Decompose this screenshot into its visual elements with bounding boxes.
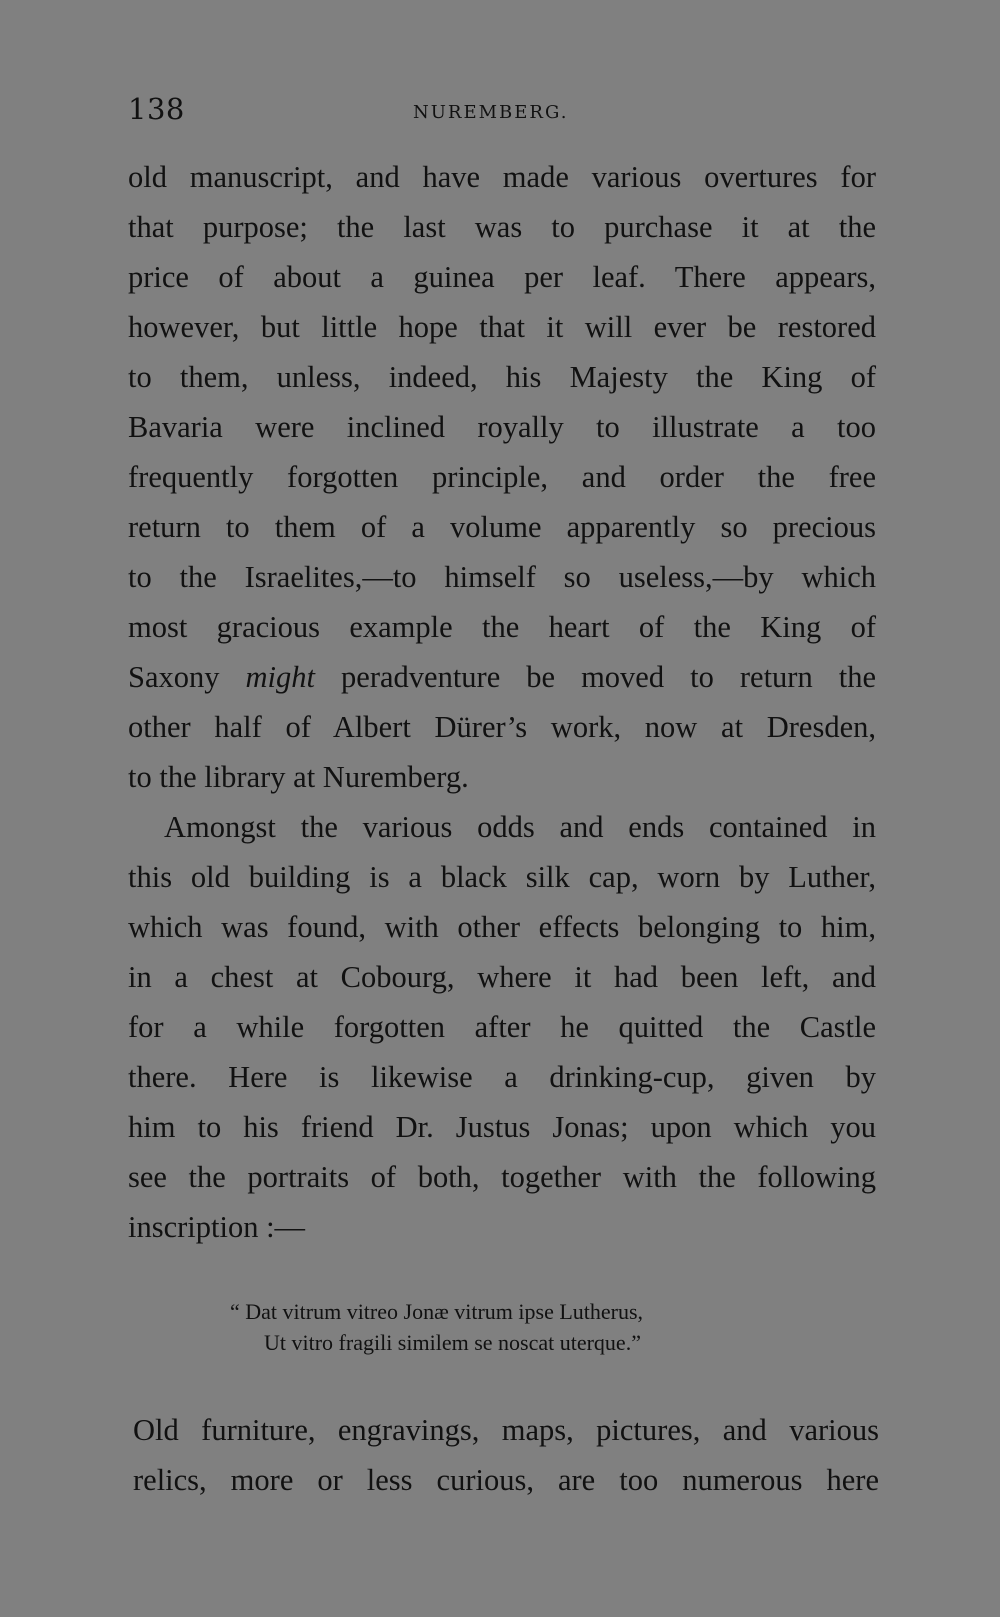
text-line: see the portraits of both, together with the following (128, 1160, 876, 1194)
inscription-line: “ Dat vitrum vitreo Jonæ vitrum ipse Lutherus, (230, 1299, 644, 1324)
text-segment: peradventure be moved to return the (315, 660, 876, 694)
inscription-line: Ut vitro fragili similem se noscat uterque.” (264, 1330, 641, 1355)
text-line: for a while forgotten after he quitted the Castle (128, 1010, 876, 1044)
text-line: there. Here is likewise a drinking-cup, given by (128, 1060, 876, 1094)
text-line: return to them of a volume apparently so precious (128, 510, 876, 544)
text-line: to the library at Nuremberg. (128, 760, 469, 794)
page-header (128, 92, 878, 132)
text-line: which was found, with other effects belonging to him, (128, 910, 876, 944)
text-line: old manuscript, and have made various overtures for (128, 160, 876, 194)
text-line: this old building is a black silk cap, worn by Luther, (128, 860, 876, 894)
text-line: to the Israelites,—to himself so useless,—by which (128, 560, 876, 594)
text-line: price of about a guinea per leaf. There appears, (128, 260, 876, 294)
main-text (128, 152, 876, 1252)
text-line: him to his friend Dr. Justus Jonas; upon which you (128, 1110, 876, 1144)
running-title: NUREMBERG. (413, 102, 569, 123)
text-line: inscription :— (128, 1210, 306, 1244)
emphasized-word: might (245, 660, 316, 694)
text-line: relics, more or less curious, are too numerous here (133, 1463, 879, 1497)
text-line: frequently forgotten principle, and order the free (128, 460, 876, 494)
text-line: to them, unless, indeed, his Majesty the King of (128, 360, 876, 394)
text-segment: Saxony (128, 660, 246, 694)
text-line: Old furniture, engravings, maps, pictures, and various (133, 1413, 879, 1447)
text-line: most gracious example the heart of the King of (128, 610, 876, 644)
text-line: Bavaria were inclined royally to illustrate a too (128, 410, 876, 444)
page-number: 138 (128, 92, 185, 126)
text-line: other half of Albert Dürer’s work, now at Dresden, (128, 710, 876, 744)
text-line: however, but little hope that it will ever be restored (128, 310, 876, 344)
text-line: in a chest at Cobourg, where it had been left, and (128, 960, 876, 994)
closing-paragraph (133, 1405, 879, 1505)
text-line (128, 652, 876, 702)
latin-inscription (230, 1296, 770, 1358)
text-line: that purpose; the last was to purchase it at the (128, 210, 876, 244)
text-line: Amongst the various odds and ends contained in (164, 810, 876, 844)
